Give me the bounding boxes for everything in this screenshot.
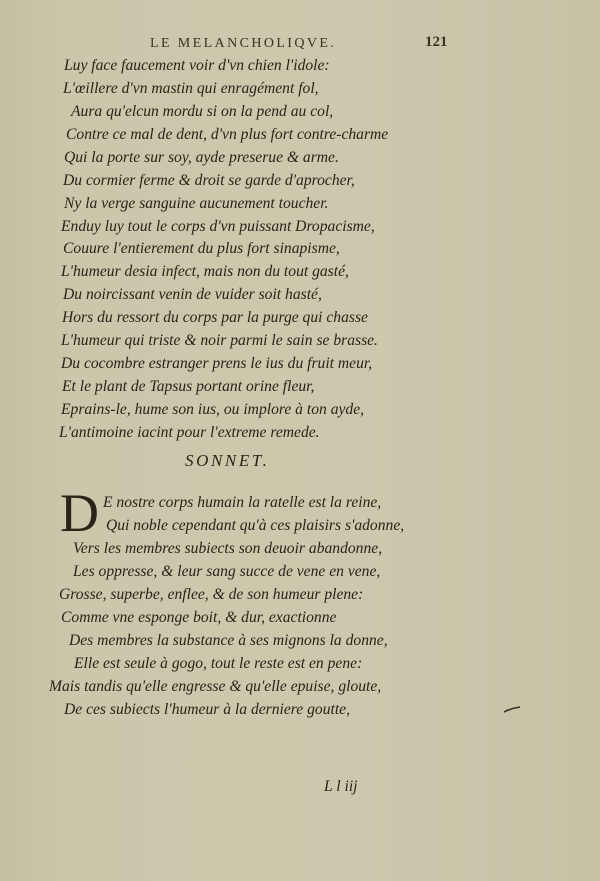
verse-line: Luy face faucement voir d'vn chien l'idole:	[64, 57, 330, 74]
ink-mark	[503, 705, 521, 715]
verse-line: L'humeur desia infect, mais non du tout gasté,	[61, 263, 349, 280]
verse-line: Enduy luy tout le corps d'vn puissant Dropacisme,	[61, 218, 375, 235]
verse-line: Qui la porte sur soy, ayde preserue & arme.	[64, 149, 339, 166]
verse-line: Aura qu'elcun mordu si on la pend au col,	[71, 103, 334, 120]
verse-line: Ny la verge sanguine aucunement toucher.	[64, 195, 329, 212]
sonnet-title: SONNET.	[185, 451, 270, 470]
verse-line: Couure l'entierement du plus fort sinapisme,	[63, 240, 340, 257]
signature-mark: L l iij	[324, 778, 358, 795]
verse-line: L'humeur qui triste & noir parmi le sain se brasse.	[61, 332, 378, 349]
verse-line: L'œillere d'vn mastin qui enragément fol,	[63, 80, 319, 97]
verse-line: Du cormier ferme & droit se garde d'aprocher,	[63, 172, 355, 189]
verse-line: Comme vne esponge boit, & dur, exactionne	[61, 609, 337, 626]
verse-line: E nostre corps humain la ratelle est la reine,	[103, 494, 382, 511]
drop-capital: D	[60, 483, 99, 543]
verse-line: L'antimoine iacint pour l'extreme remede.	[59, 424, 320, 441]
verse-line: Grosse, superbe, enflee, & de son humeur plene:	[59, 586, 364, 603]
verse-line: Qui noble cependant qu'à ces plaisirs s'adonne,	[106, 517, 405, 534]
verse-line: Contre ce mal de dent, d'vn plus fort contre-charme	[66, 126, 389, 143]
verse-line: Elle est seule à gogo, tout le reste est en pene:	[74, 655, 363, 672]
verse-line: Des membres la substance à ses mignons la donne,	[69, 632, 388, 649]
verse-line: Les oppresse, & leur sang succe de vene en vene,	[73, 563, 381, 580]
verse-line: Vers les membres subiects son deuoir abandonne,	[73, 540, 383, 557]
verse-line: Du noircissant venin de vuider soit hasté,	[63, 286, 322, 303]
verse-line: Eprains-le, hume son ius, ou implore à ton ayde,	[61, 401, 365, 418]
verse-line: Et le plant de Tapsus portant orine fleur,	[62, 378, 315, 395]
page-number: 121	[425, 34, 448, 50]
verse-line: Mais tandis qu'elle engresse & qu'elle epuise, gloute,	[49, 678, 382, 695]
verse-line: Du cocombre estranger prens le ius du fruit meur,	[61, 355, 373, 372]
verse-line: De ces subiects l'humeur à la derniere goutte,	[64, 701, 350, 718]
running-head: LE MELANCHOLIQVE.	[150, 36, 337, 51]
verse-line: Hors du ressort du corps par la purge qui chasse	[62, 309, 368, 326]
